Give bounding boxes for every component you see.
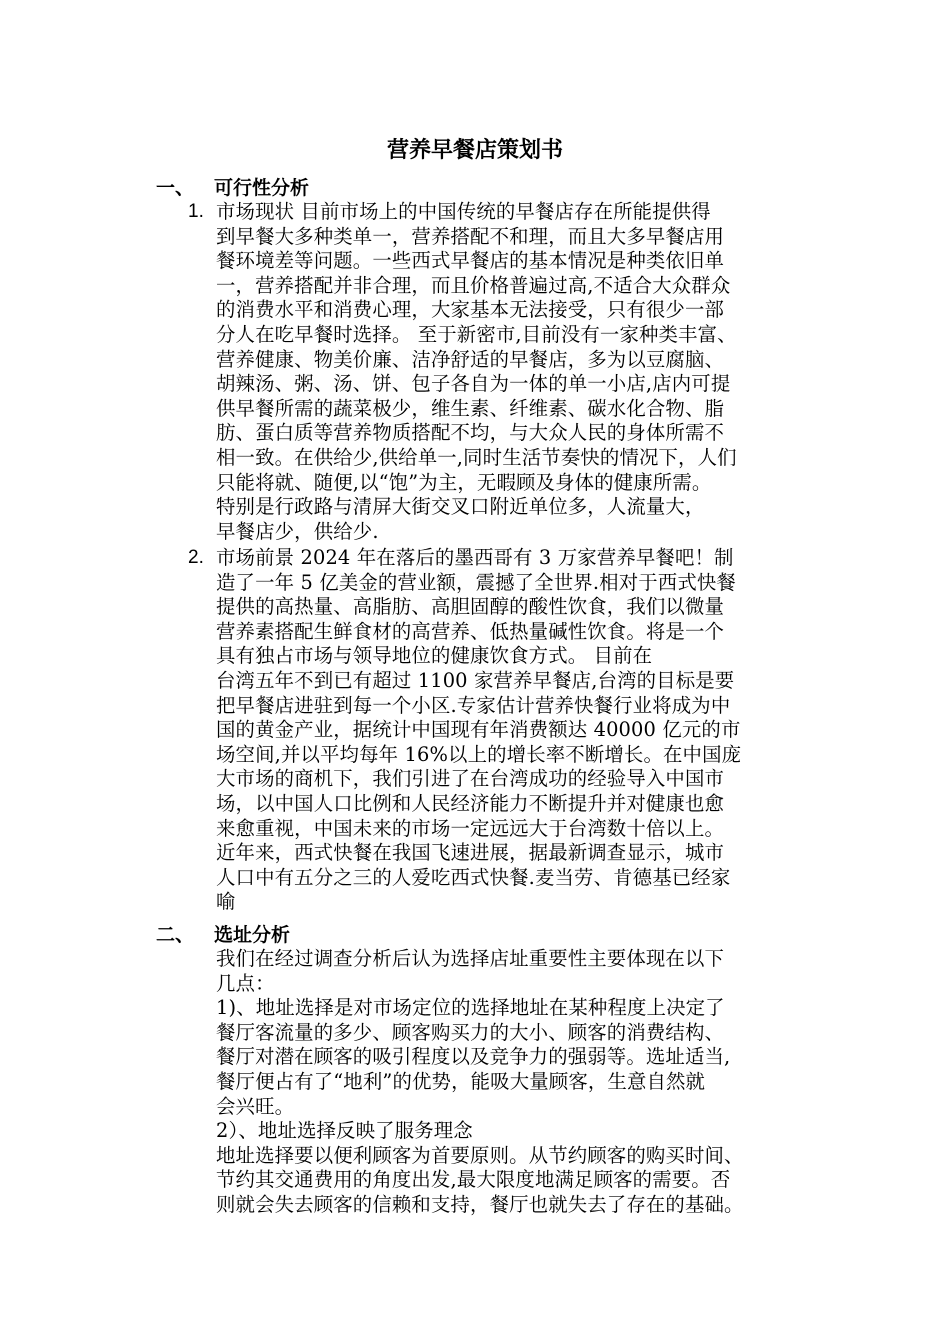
section-number: 二、 bbox=[156, 924, 195, 946]
list-number: 1. bbox=[188, 201, 204, 222]
text-line: 几点： bbox=[216, 971, 275, 995]
text-line: 会兴旺。 bbox=[216, 1094, 295, 1118]
text-line: 喻 bbox=[216, 890, 236, 914]
text-line: 具有独占市场与领导地位的健康饮食方式。 目前在 bbox=[216, 644, 653, 668]
text-line: 只能将就、随便,以“饱”为主，无暇顾及身体的健康所需。 bbox=[216, 470, 712, 494]
section-title: 选址分析 bbox=[214, 924, 291, 946]
text-line: 到早餐大多种类单一，营养搭配不和理，而且大多早餐店用 bbox=[216, 224, 725, 248]
text-line: 1)、地址选择是对市场定位的选择地址在某种程度上决定了 bbox=[216, 996, 725, 1020]
text-line: 相一致。在供给少,供给单一,同时生活节奏快的情况下，人们 bbox=[216, 445, 737, 469]
text-line: 胡辣汤、粥、汤、饼、包子各自为一体的单一小店,店内可提 bbox=[216, 372, 731, 396]
text-line: 营养健康、物美价廉、洁净舒适的早餐店，多为以豆腐脑、 bbox=[216, 347, 725, 371]
document-title: 营养早餐店策划书 bbox=[386, 137, 563, 163]
text-line: 餐厅客流量的多少、顾客购买力的大小、顾客的消费结构、 bbox=[216, 1020, 725, 1044]
text-line: 一，营养搭配并非合理，而且价格普遍过高,不适合大众群众 bbox=[216, 273, 731, 297]
text-line: 营养素搭配生鲜食材的高营养、低热量碱性饮食。将是一个 bbox=[216, 619, 725, 643]
text-line: 餐环境差等问题。一些西式早餐店的基本情况是种类依旧单 bbox=[216, 249, 725, 273]
paragraph-market-status bbox=[216, 200, 826, 544]
text-line: 2）、地址选择反映了服务理念 bbox=[216, 1119, 473, 1143]
text-line: 供早餐所需的蔬菜极少，维生素、纤维素、碳水化合物、脂 bbox=[216, 396, 725, 420]
text-line: 人口中有五分之三的人爱吃西式快餐.麦当劳、肯德基已经家 bbox=[216, 865, 731, 889]
text-line: 市场前景 2024 年在落后的墨西哥有 3 万家营养早餐吧！制 bbox=[216, 546, 734, 569]
text-line: 肪、蛋白质等营养物质搭配不均，与大众人民的身体所需不 bbox=[216, 421, 725, 445]
text-line: 国的黄金产业，据统计中国现有年消费额达 40000 亿元的市 bbox=[216, 718, 741, 742]
text-line: 我们在经过调查分析后认为选择店址重要性主要体现在以下 bbox=[216, 947, 725, 970]
text-line: 地址选择要以便利顾客为首要原则。从节约顾客的购买时间、 bbox=[216, 1143, 744, 1167]
text-line: 台湾五年不到已有超过 1100 家营养早餐店,台湾的目标是要 bbox=[216, 668, 735, 692]
text-line: 场，以中国人口比例和人民经济能力不断提升并对健康也愈 bbox=[216, 791, 725, 815]
text-line: 则就会失去顾客的信赖和支持，餐厅也就失去了存在的基础。 bbox=[216, 1192, 744, 1216]
text-line: 餐厅便占有了“地利”的优势，能吸大量顾客，生意自然就 bbox=[216, 1069, 706, 1093]
section-title: 可行性分析 bbox=[214, 177, 310, 199]
paragraph-market-outlook bbox=[216, 546, 826, 915]
text-line: 节约其交通费用的角度出发,最大限度地满足顾客的需要。否 bbox=[216, 1168, 731, 1192]
text-line: 近年来，西式快餐在我国飞速进展，据最新调查显示，城市 bbox=[216, 841, 725, 865]
text-line: 餐厅对潜在顾客的吸引程度以及竞争力的强弱等。选址适当, bbox=[216, 1045, 731, 1069]
text-line: 来愈重视，中国未来的市场一定远远大于台湾数十倍以上。 bbox=[216, 816, 725, 840]
text-line: 大市场的商机下，我们引进了在台湾成功的经验导入中国市 bbox=[216, 767, 725, 791]
text-line: 提供的高热量、高脂肪、高胆固醇的酸性饮食，我们以微量 bbox=[216, 595, 725, 619]
text-line: 早餐店少，供给少. bbox=[216, 519, 379, 543]
paragraph-site-selection bbox=[216, 947, 826, 1218]
section-number: 一、 bbox=[156, 177, 195, 199]
text-line: 把早餐店进驻到每一个小区.专家估计营养快餐行业将成为中 bbox=[216, 693, 731, 717]
text-line: 场空间,并以平均每年 16%以上的增长率不断增长。在中国庞 bbox=[216, 742, 742, 766]
text-line: 分人在吃早餐时选择。 至于新密市,目前没有一家种类丰富、 bbox=[216, 322, 737, 346]
text-line: 的消费水平和消费心理，大家基本无法接受，只有很少一部 bbox=[216, 298, 725, 322]
list-number: 2. bbox=[188, 547, 204, 568]
text-line: 特别是行政路与清屏大街交叉口附近单位多，人流量大， bbox=[216, 495, 705, 519]
text-line: 市场现状 目前市场上的中国传统的早餐店存在所能提供得 bbox=[216, 200, 711, 223]
text-line: 造了一年 5 亿美金的营业额，震撼了全世界.相对于西式快餐 bbox=[216, 570, 736, 594]
